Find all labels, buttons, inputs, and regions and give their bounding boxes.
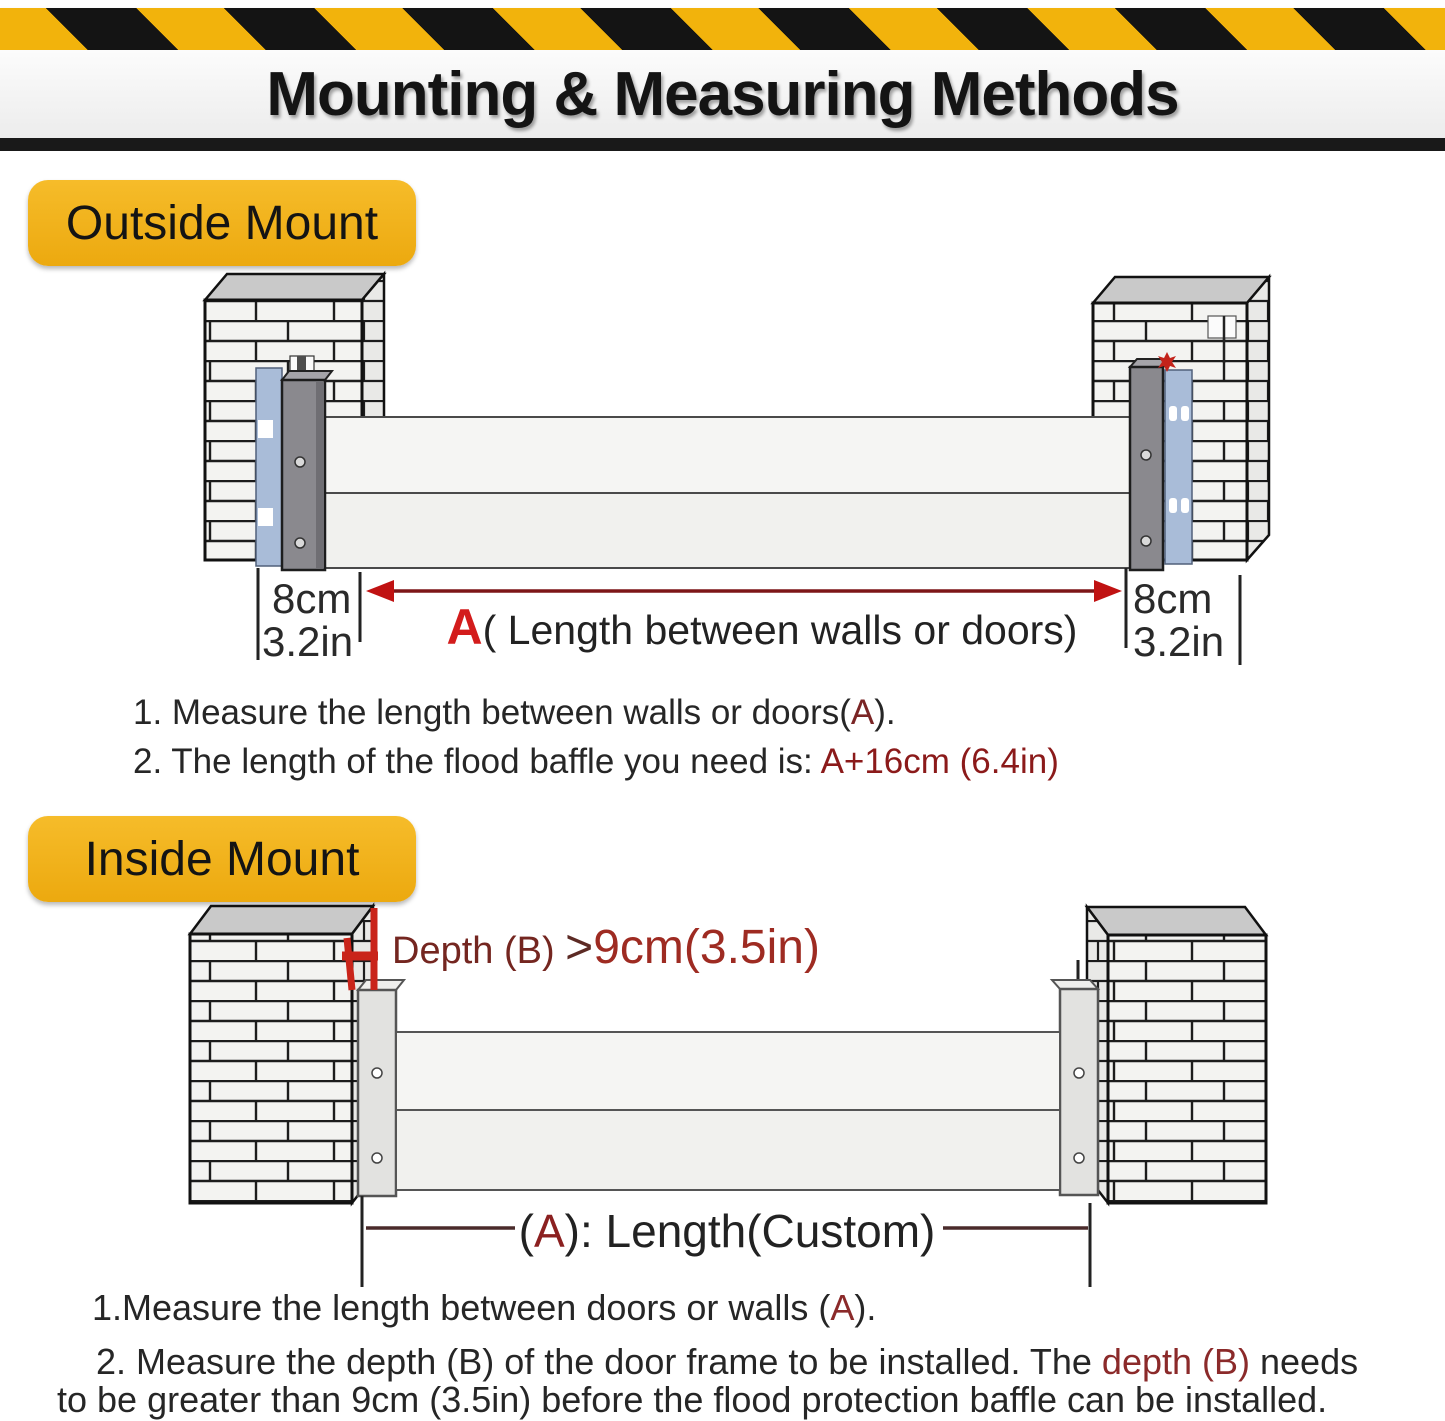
right-offset-in: 3.2in — [1133, 618, 1225, 665]
header-divider — [0, 138, 1445, 151]
inside-measurement — [362, 1196, 1090, 1287]
outside-measurement — [258, 568, 1240, 665]
inside-right-pillar — [1087, 907, 1266, 1203]
outside-right-channel — [1130, 352, 1192, 570]
header — [0, 50, 1445, 138]
inside-step-2-line-2: to be greater than 9cm (3.5in) before the flood protection baffle can be installed. — [57, 1379, 1328, 1420]
screw-hole — [1074, 1153, 1084, 1163]
inside-step-2-line-1: 2. Measure the depth (B) of the door frame to be installed. The depth (B) needs — [96, 1341, 1359, 1382]
screw-hole — [372, 1068, 382, 1078]
screw-hole — [295, 457, 305, 467]
inside-step-1: 1.Measure the length between doors or walls (A). — [92, 1287, 877, 1328]
screw-hole — [1141, 536, 1151, 546]
custom-length-label: (A): Length(Custom) — [518, 1205, 936, 1257]
seal-strip — [1165, 370, 1192, 564]
flood-barrier-panels — [323, 417, 1136, 568]
screw-hole — [372, 1153, 382, 1163]
seal-strip — [256, 368, 282, 566]
mount-notch — [1208, 316, 1236, 338]
inside-mount-label: Inside Mount — [84, 832, 360, 886]
arrowhead-left — [366, 580, 394, 602]
outside-mount-label: Outside Mount — [65, 196, 379, 250]
outside-mount-badge — [28, 180, 416, 266]
left-offset-in: 3.2in — [262, 618, 354, 665]
screw-hole — [295, 538, 305, 548]
length-label: A( Length between walls or doors) — [446, 599, 1078, 655]
screw-hole — [1074, 1068, 1084, 1078]
outside-step-1: 1. Measure the length between walls or doors(A). — [133, 693, 896, 732]
inside-mount-diagram — [0, 900, 1445, 1295]
outside-mount-diagram — [0, 255, 1445, 675]
arrowhead-right — [1094, 580, 1122, 602]
right-offset-cm: 8cm — [1133, 575, 1213, 622]
outside-step-2: 2. The length of the flood baffle you need is: A+16cm (6.4in) — [133, 742, 1059, 781]
caution-tape-stripes — [0, 8, 1445, 50]
screw-hole — [1141, 450, 1151, 460]
inside-mount-badge — [28, 816, 416, 902]
left-offset-cm: 8cm — [272, 575, 352, 622]
page-title: Mounting & Measuring Methods — [266, 59, 1179, 129]
outside-left-channel — [256, 368, 332, 570]
flood-barrier-panels — [396, 1032, 1060, 1190]
depth-label: Depth (B) >9cm(3.5in) — [392, 921, 820, 974]
